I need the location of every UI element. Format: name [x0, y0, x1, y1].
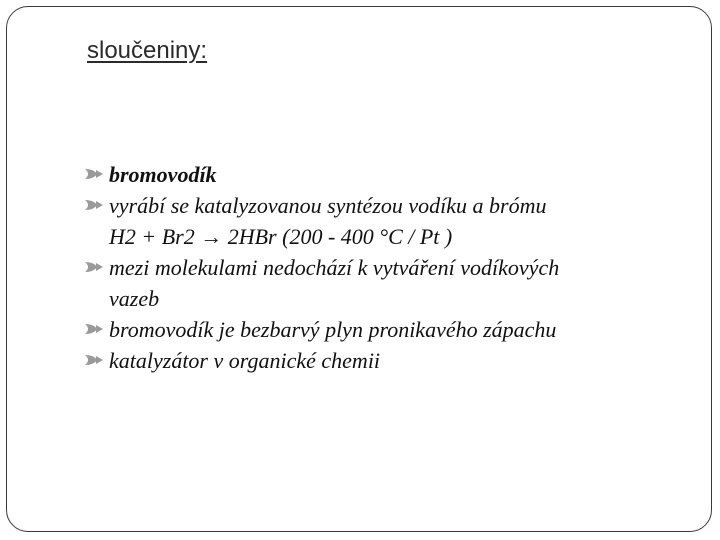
list-item — [83, 314, 683, 345]
list-item — [83, 345, 683, 376]
slide-title: sloučeniny: — [87, 37, 208, 64]
arrow-bullet-icon — [84, 322, 104, 336]
list-item — [83, 190, 683, 221]
arrow-bullet-icon — [84, 260, 104, 274]
list-item-text: bromovodík — [109, 162, 217, 187]
list-item-text: bromovodík je bezbarvý plyn pronikavého zápachu — [109, 317, 557, 342]
list-item-text: vyrábí se katalyzovanou syntézou vodíku a brómu — [109, 193, 547, 218]
list-item-continuation: H2 + Br2 → 2HBr (200 - 400 °C / Pt ) — [109, 224, 453, 249]
arrow-bullet-icon — [84, 167, 104, 181]
bullet-list — [83, 159, 683, 376]
arrow-bullet-icon — [84, 198, 104, 212]
arrow-bullet-icon — [84, 353, 104, 367]
list-item-text: mezi molekulami nedochází k vytváření vodíkových — [109, 255, 560, 280]
list-item — [83, 159, 683, 190]
list-item-text: katalyzátor v organické chemii — [109, 348, 381, 373]
list-item — [83, 252, 683, 283]
list-item-continuation: vazeb — [109, 286, 160, 311]
slide-frame — [6, 6, 712, 532]
